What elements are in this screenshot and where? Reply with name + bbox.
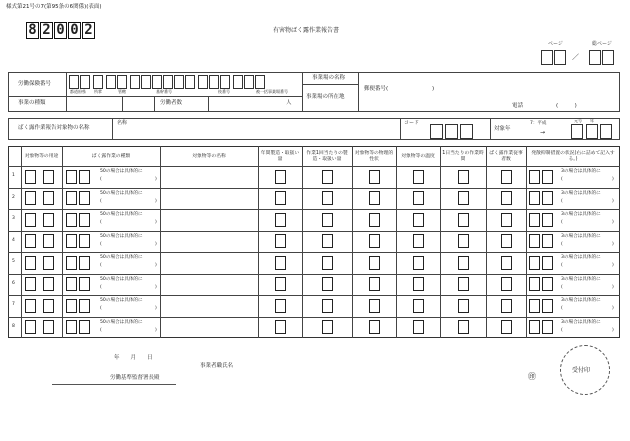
control-measure-box[interactable] — [542, 170, 553, 184]
paren-open: ( — [100, 327, 102, 333]
employer-label: 事業者職氏名 — [200, 363, 234, 369]
usage-box[interactable] — [25, 170, 36, 184]
business-type-label: 事業の種類 — [18, 100, 46, 106]
substance-code-label: コード — [404, 120, 420, 126]
paren-close: ) — [155, 241, 157, 247]
note-50: 50の場合は具体的に — [100, 319, 143, 325]
value-box[interactable] — [275, 170, 286, 184]
usage-box[interactable] — [25, 320, 36, 334]
usage-box[interactable] — [43, 256, 54, 270]
paren-open: ( — [100, 284, 102, 290]
value-box[interactable] — [369, 299, 380, 313]
row-number: 4 — [12, 237, 15, 243]
table-header: 対象物等の温度 — [401, 153, 435, 159]
row-number: 8 — [12, 323, 15, 329]
value-box[interactable] — [413, 234, 424, 248]
table-header: 対象物等の名称 — [192, 153, 226, 159]
value-box[interactable] — [322, 170, 333, 184]
paren-open: ( — [561, 220, 563, 225]
value-box[interactable] — [501, 299, 512, 313]
note-50: 50の場合は具体的に — [100, 233, 143, 239]
era-label: 7：平成 — [530, 121, 547, 126]
code-digit: 8 — [26, 22, 39, 39]
value-box[interactable] — [275, 299, 286, 313]
paren-open: ( — [561, 263, 563, 268]
insurance-digit-box[interactable] — [141, 75, 151, 89]
insurance-number-label: 労働保険番号 — [18, 81, 52, 87]
site-address-label: 事業場の所在地 — [306, 94, 345, 100]
value-box[interactable] — [413, 213, 424, 227]
usage-box[interactable] — [43, 191, 54, 205]
value-box[interactable] — [413, 256, 424, 270]
table-header: 対象物等の用途 — [24, 153, 59, 159]
paren-open: ( — [100, 220, 102, 225]
paren-close: ) — [155, 220, 157, 225]
insurance-digit-box[interactable] — [130, 75, 140, 89]
value-box[interactable] — [275, 277, 286, 291]
paren-close: ) — [612, 220, 614, 225]
code-box-1[interactable] — [430, 124, 443, 139]
insurance-digit-box[interactable] — [198, 75, 208, 89]
total-page-box-2[interactable] — [602, 50, 614, 65]
paren-close: ) — [612, 306, 614, 311]
insurance-digit-box[interactable] — [117, 75, 127, 89]
code-digit: 2 — [40, 22, 53, 39]
value-box[interactable] — [275, 320, 286, 334]
paren-close: ) — [155, 327, 157, 333]
insurance-digit-box[interactable] — [244, 75, 254, 89]
table-header: ばく露作業従事者数 — [489, 150, 523, 162]
value-box[interactable] — [322, 191, 333, 205]
paren-close: ) — [612, 241, 614, 247]
row-number: 1 — [12, 173, 15, 178]
date-label: 年 月 日 — [114, 355, 153, 361]
paren-close: ) — [155, 177, 157, 182]
paren-open: ( — [561, 284, 563, 290]
control-measure-box[interactable] — [529, 256, 540, 270]
code-digit: 0 — [54, 22, 67, 39]
usage-box[interactable] — [43, 213, 54, 227]
value-box[interactable] — [501, 191, 512, 205]
paren-close: ) — [155, 306, 157, 311]
exposure-type-box[interactable] — [66, 170, 77, 184]
value-box[interactable] — [501, 234, 512, 248]
insurance-digit-box[interactable] — [106, 75, 116, 89]
exposure-type-box[interactable] — [66, 234, 77, 248]
postal-close: ) — [432, 86, 435, 92]
value-box[interactable] — [458, 191, 469, 205]
insurance-digit-box[interactable] — [255, 75, 265, 89]
exposure-type-box[interactable] — [66, 299, 77, 313]
target-year-label: 対象年 — [494, 126, 511, 132]
value-box[interactable] — [501, 277, 512, 291]
insurance-sub-label: 都道府県 — [70, 89, 86, 94]
insurance-digit-box[interactable] — [220, 75, 230, 89]
paren-close: ) — [612, 284, 614, 290]
usage-box[interactable] — [25, 234, 36, 248]
page-box-2[interactable] — [554, 50, 566, 65]
page-box-1[interactable] — [541, 50, 553, 65]
note-50: 50の場合は具体的に — [100, 276, 143, 282]
note-3: 3の場合は具体的に — [561, 319, 601, 325]
paren-close: ) — [155, 284, 157, 290]
exposure-type-box[interactable] — [66, 256, 77, 270]
value-box[interactable] — [458, 234, 469, 248]
insurance-digit-box[interactable] — [80, 75, 90, 89]
document-title: 有害物ばく露作業報告書 — [273, 27, 340, 34]
insurance-sub-label: 所掌 — [94, 89, 102, 94]
workers-unit: 人 — [286, 100, 292, 106]
paren-close: ) — [155, 198, 157, 204]
code-digit: 0 — [68, 22, 81, 39]
phone-label: 電話 — [512, 103, 524, 109]
exposure-type-box[interactable] — [66, 191, 77, 205]
value-box[interactable] — [369, 213, 380, 227]
form-number: 様式第21号の7(第95条の6関係)(表面) — [6, 4, 102, 10]
control-measure-box[interactable] — [529, 170, 540, 184]
value-box[interactable] — [369, 234, 380, 248]
total-page-box-1[interactable] — [589, 50, 601, 65]
paren-close: ) — [612, 327, 614, 333]
note-50: 50の場合は具体的に — [100, 169, 143, 174]
page-slash: ／ — [572, 53, 579, 61]
insurance-digit-box[interactable] — [209, 75, 219, 89]
note-3: 3の場合は具体的に — [561, 255, 601, 260]
value-box[interactable] — [322, 213, 333, 227]
year-box-1[interactable] — [586, 124, 598, 139]
insurance-digit-box[interactable] — [185, 75, 195, 89]
table-header: ばく露作業の種類 — [91, 153, 131, 159]
table-header: 1日当たりの作業時間 — [442, 150, 484, 162]
row-number: 7 — [12, 302, 15, 307]
site-name-label: 事業場の名称 — [312, 75, 346, 81]
insurance-digit-box[interactable] — [152, 75, 162, 89]
usage-box[interactable] — [25, 256, 36, 270]
usage-box[interactable] — [43, 277, 54, 291]
value-box[interactable] — [501, 170, 512, 184]
paren-close: ) — [612, 177, 614, 182]
value-box[interactable] — [369, 277, 380, 291]
value-box[interactable] — [413, 170, 424, 184]
value-box[interactable] — [458, 299, 469, 313]
table-header: 対象物等の物理的性状 — [354, 150, 394, 162]
value-box[interactable] — [501, 213, 512, 227]
era-arrow: → — [540, 129, 546, 136]
control-measure-box[interactable] — [529, 234, 540, 248]
total-page-label: 総ページ — [592, 41, 612, 47]
exposure-type-box[interactable] — [66, 277, 77, 291]
usage-box[interactable] — [25, 277, 36, 291]
value-box[interactable] — [322, 234, 333, 248]
exposure-type-box[interactable] — [66, 320, 77, 334]
paren-open: ( — [561, 241, 563, 247]
value-box[interactable] — [501, 256, 512, 270]
value-box[interactable] — [369, 320, 380, 334]
note-3: 3の場合は具体的に — [561, 276, 601, 282]
value-box[interactable] — [501, 320, 512, 334]
year-box-2[interactable] — [600, 124, 612, 139]
director-label: 労働基準監督署長殿 — [110, 375, 160, 381]
insurance-sub-label: 枝番号 — [218, 89, 230, 94]
insurance-digit-box[interactable] — [233, 75, 243, 89]
insurance-digit-box[interactable] — [69, 75, 79, 89]
substance-label: ばく露作業報告対象物の名称 — [18, 125, 90, 131]
control-measure-box[interactable] — [529, 213, 540, 227]
paren-open: ( — [100, 241, 102, 247]
control-measure-box[interactable] — [542, 277, 553, 291]
note-50: 50の場合は具体的に — [100, 255, 143, 260]
control-measure-box[interactable] — [542, 256, 553, 270]
control-measure-box[interactable] — [542, 320, 553, 334]
control-measure-box[interactable] — [529, 320, 540, 334]
usage-box[interactable] — [43, 299, 54, 313]
substance-name-label: 名称 — [117, 120, 128, 126]
exposure-type-box[interactable] — [79, 234, 90, 248]
exposure-type-box[interactable] — [79, 277, 90, 291]
value-box[interactable] — [458, 213, 469, 227]
value-box[interactable] — [413, 191, 424, 205]
value-box[interactable] — [322, 277, 333, 291]
year-sub-label: 元号 年 — [574, 118, 594, 123]
paren-open: ( — [561, 198, 563, 204]
table-header: 作業1回当たりの製造・取扱い量 — [306, 150, 348, 162]
note-50: 50の場合は具体的に — [100, 190, 143, 196]
reception-stamp-label: 受付印 — [572, 367, 591, 374]
row-number: 2 — [12, 194, 15, 200]
paren-close: ) — [612, 263, 614, 268]
exposure-type-box[interactable] — [79, 213, 90, 227]
value-box[interactable] — [458, 320, 469, 334]
row-number: 6 — [12, 280, 15, 286]
era-box[interactable] — [571, 124, 583, 139]
page-label: ページ — [548, 41, 563, 47]
value-box[interactable] — [458, 256, 469, 270]
value-box[interactable] — [413, 277, 424, 291]
exposure-type-box[interactable] — [66, 213, 77, 227]
note-3: 3の場合は具体的に — [561, 298, 601, 303]
substance-row — [8, 118, 620, 140]
control-measure-box[interactable] — [529, 191, 540, 205]
code-box-2[interactable] — [445, 124, 458, 139]
usage-box[interactable] — [43, 170, 54, 184]
exposure-type-box[interactable] — [79, 170, 90, 184]
value-box[interactable] — [275, 191, 286, 205]
paren-open: ( — [561, 327, 563, 333]
table-header: 発散抑制措置の状況(右に詰めて記入する。) — [531, 150, 615, 162]
value-box[interactable] — [322, 299, 333, 313]
note-50: 50の場合は具体的に — [100, 298, 143, 303]
exposure-type-box[interactable] — [79, 320, 90, 334]
seal-mark: ㊞ — [528, 372, 536, 381]
control-measure-box[interactable] — [542, 213, 553, 227]
note-3: 3の場合は具体的に — [561, 212, 601, 217]
note-50: 50の場合は具体的に — [100, 212, 143, 217]
insurance-digit-box[interactable] — [163, 75, 173, 89]
row-number: 3 — [12, 216, 15, 221]
value-box[interactable] — [275, 256, 286, 270]
note-3: 3の場合は具体的に — [561, 169, 601, 174]
value-box[interactable] — [322, 320, 333, 334]
insurance-sub-label: 被一括事業場番号 — [256, 89, 288, 94]
table-header: 年間製造・取扱い量 — [260, 150, 300, 162]
value-box[interactable] — [413, 299, 424, 313]
control-measure-box[interactable] — [542, 234, 553, 248]
code-box-3[interactable] — [460, 124, 473, 139]
paren-close: ) — [155, 263, 157, 268]
value-box[interactable] — [369, 191, 380, 205]
insurance-digit-box[interactable] — [93, 75, 103, 89]
control-measure-box[interactable] — [529, 277, 540, 291]
note-3: 3の場合は具体的に — [561, 233, 601, 239]
usage-box[interactable] — [43, 320, 54, 334]
note-3: 3の場合は具体的に — [561, 190, 601, 196]
usage-box[interactable] — [25, 191, 36, 205]
exposure-type-box[interactable] — [79, 191, 90, 205]
paren-open: ( — [100, 177, 102, 182]
value-box[interactable] — [458, 170, 469, 184]
phone-paren: ( ) — [556, 103, 577, 109]
control-measure-box[interactable] — [542, 191, 553, 205]
exposure-type-box[interactable] — [79, 256, 90, 270]
usage-box[interactable] — [25, 213, 36, 227]
paren-open: ( — [100, 198, 102, 204]
paren-open: ( — [100, 306, 102, 311]
row-number: 5 — [12, 259, 15, 264]
workers-label: 労働者数 — [160, 100, 183, 106]
usage-box[interactable] — [43, 234, 54, 248]
value-box[interactable] — [275, 234, 286, 248]
control-measure-box[interactable] — [542, 299, 553, 313]
postal-label: 郵便番号( — [364, 86, 389, 92]
value-box[interactable] — [322, 256, 333, 270]
insurance-sub-label: 管轄 — [118, 89, 126, 94]
control-measure-box[interactable] — [529, 299, 540, 313]
code-digit: 2 — [82, 22, 95, 39]
value-box[interactable] — [458, 277, 469, 291]
value-box[interactable] — [413, 320, 424, 334]
value-box[interactable] — [369, 256, 380, 270]
paren-open: ( — [561, 177, 563, 182]
value-box[interactable] — [369, 170, 380, 184]
insurance-sub-label: 基幹番号 — [156, 89, 172, 94]
paren-close: ) — [612, 198, 614, 204]
insurance-digit-box[interactable] — [174, 75, 184, 89]
value-box[interactable] — [275, 213, 286, 227]
exposure-type-box[interactable] — [79, 299, 90, 313]
usage-box[interactable] — [25, 299, 36, 313]
paren-open: ( — [100, 263, 102, 268]
paren-open: ( — [561, 306, 563, 311]
